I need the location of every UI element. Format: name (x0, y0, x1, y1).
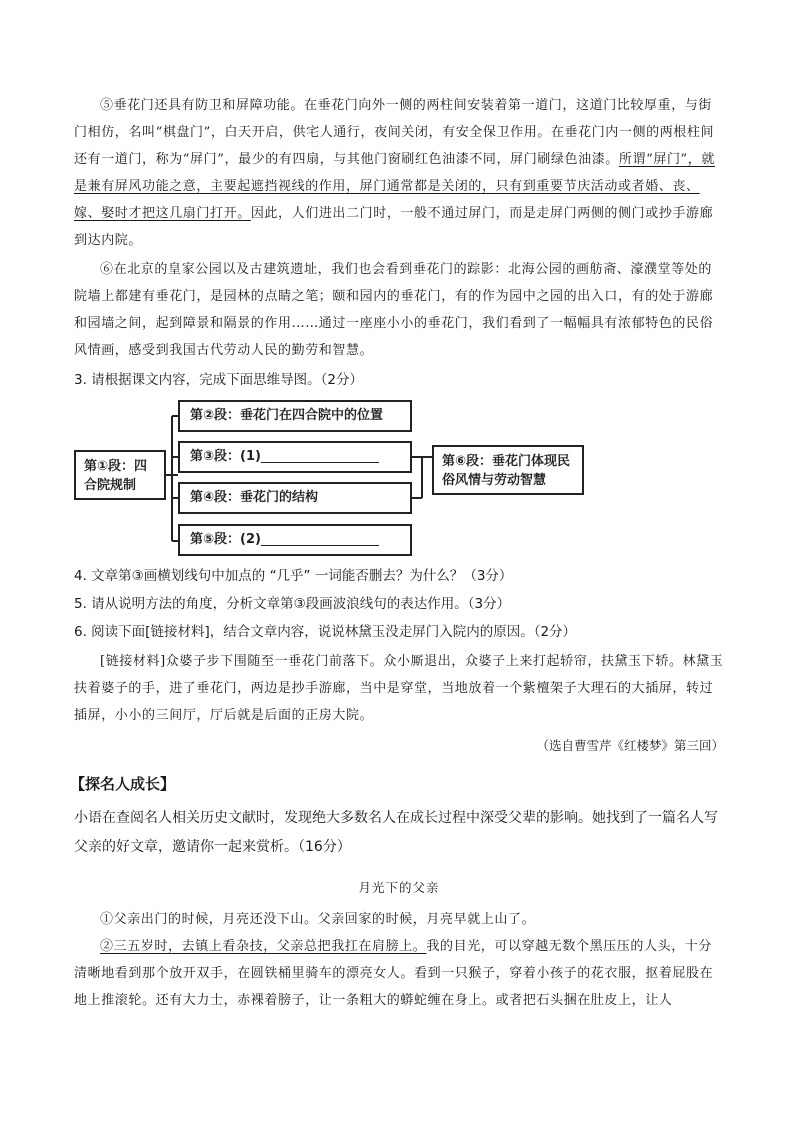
essay-p2-rest: 我的目光，可以穿越无数个黑压压的人头，十分清晰地看到那个放开双手，在圆铁桶里骑车的漂亮女人。看到一只猴子，穿着小孩子的花衣服，抠着屁股在地上推滚轮。还有大力士，赤裸着膀子，让一条粗大的蟒蛇缠在身上。或者把石头捆在肚皮上，让人 (74, 939, 714, 1008)
node-5-label: 第⑤段：(2) (190, 532, 261, 547)
essay-p2-underlined: ②三五岁时，去镇上看杂技，父亲总把我扛在肩膀上。 (100, 939, 427, 954)
question-3 (74, 366, 724, 394)
q3-text: 3. 请根据课文内容，完成下面思维导图。（2分） (74, 372, 364, 388)
paragraph-6 (74, 256, 724, 364)
essay-title-text: 月光下的父亲 (358, 880, 440, 895)
mind-map-node-paragraph-6: 第⑥段：垂花门体现民俗风情与劳动智慧 (432, 445, 584, 495)
p5-underlined-sentence: 所谓“屏门”，就是兼有屏风功能之意，主要起遮挡视线的作用，屏门通常都是关闭的，只有到重要节庆活动或者婚、丧、嫁、娶时才把这几扇门打开。 (74, 152, 715, 221)
mind-map-node-paragraph-2: 第②段：垂花门在四合院中的位置 (178, 400, 412, 432)
questions-4-6 (74, 562, 724, 646)
answer-blank-1[interactable] (261, 446, 379, 463)
link-material-source: （选自曹雪芹《红楼梦》第三回） (536, 738, 724, 753)
paragraph-5 (74, 92, 724, 254)
answer-blank-2[interactable] (261, 529, 379, 546)
p5-tail: 因此，人们进出二门时，一般不通过屏门，而是走屏门两侧的侧门或抄手游廊到达内院。 (74, 206, 714, 248)
q4-text: 4. 文章第③画横划线句中加点的 “几乎” 一词能否删去？为什么？（3分） (74, 568, 513, 584)
section-header (70, 773, 720, 794)
p5-lead: ⑤垂花门还具有防卫和屏障功能。在垂花门向外一侧的两柱间安装着第一道门，这道门比较厚重，与街门相仿，名叫“棋盘门”，白天开启，供宅人通行，夜间关闭，有安全保卫作用。在垂花门内一侧的两根柱间还有一道门，称为“屏门”，最少的有四扇，与其他门窗刷红色油漆不同，屏门刷绿色油漆。 (74, 98, 715, 167)
section-title: 【探名人成长】 (70, 775, 176, 793)
essay-body (74, 906, 724, 1014)
section-intro-text: 小语在查阅名人相关历史文献时，发现绝大多数名人在成长过程中深受父辈的影响。她找到了一篇名人写父亲的好文章，邀请你一起来赏析。（16分） (74, 810, 718, 855)
q6-text: 6. 阅读下面[链接材料]，结合文章内容，说说林黛玉没走屏门入院内的原因。（2分） (74, 624, 577, 640)
mind-map-node-paragraph-1: 第①段：四合院规制 (74, 450, 166, 500)
mind-map-node-paragraph-3 (178, 441, 412, 473)
p6-text: ⑥在北京的皇家公园以及古建筑遗址，我们也会看到垂花门的踪影：北海公园的画舫斋、濠濮堂等处的院墙上都建有垂花门，是园林的点睛之笔；颐和园内的垂花门，有的作为园中之园的出入口，有的处于游廊和园墙之间，起到障景和隔景的作用……通过一座座小小的垂花门，我们看到了一幅幅具有浓郁特色的民俗风情画，感受到我国古代劳动人民的勤劳和智慧。 (74, 262, 714, 358)
mind-map-node-paragraph-4: 第④段：垂花门的结构 (178, 482, 412, 514)
section-intro (74, 804, 724, 862)
link-material (74, 648, 724, 759)
q5-text: 5. 请从说明方法的角度，分析文章第③段画波浪线句的表达作用。（3分） (74, 596, 511, 612)
mind-map-node-paragraph-5 (178, 524, 412, 556)
node-3-label: 第③段：(1) (190, 449, 261, 464)
essay-p1: ①父亲出门的时候，月亮还没下山。父亲回家的时候，月亮早就上山了。 (100, 912, 536, 927)
mind-map (74, 396, 594, 558)
essay-title (74, 878, 724, 896)
link-material-text: [链接材料]众婆子步下围随至一垂花门前落下。众小厮退出，众婆子上来打起轿帘，扶黛玉下轿。林黛玉扶着婆子的手，进了垂花门，两边是抄手游廊，当中是穿堂，当地放着一个紫檀架子大理石的大插屏，转过插屏，小小的三间厅，厅后就是后面的正房大院。 (74, 654, 724, 723)
